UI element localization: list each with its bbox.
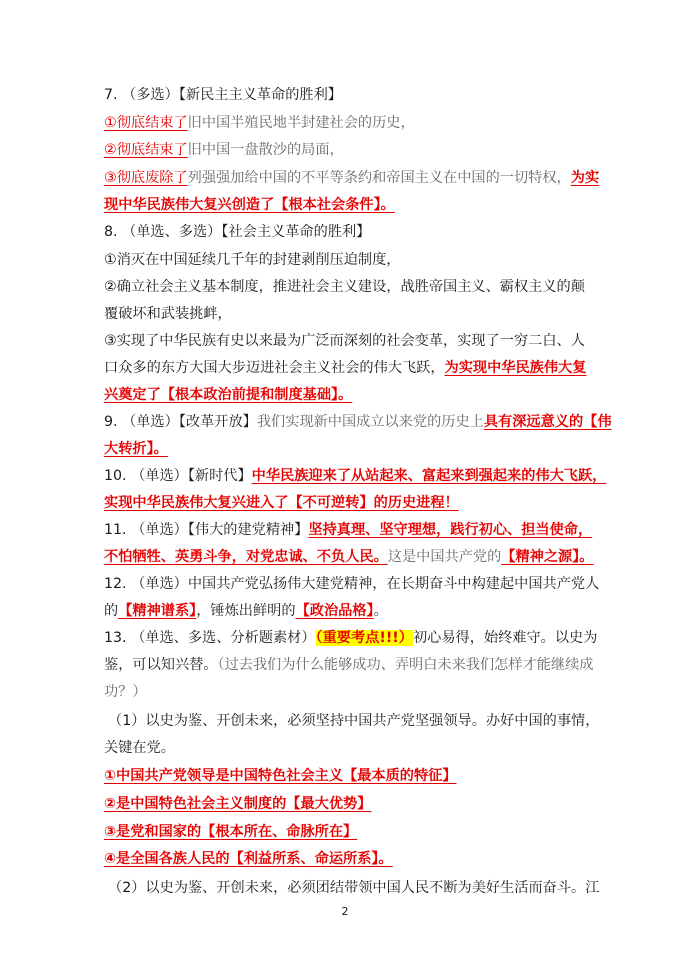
- q8-heading: [104, 222, 594, 242]
- q13-line-3-note: 功？）: [104, 684, 147, 700]
- q8-line-4: [104, 331, 594, 351]
- q13-heading-text: 13. （单选、多选、分析题素材）: [104, 630, 316, 646]
- q7-line-1: [104, 113, 594, 133]
- q13-sub1-line-1: [108, 711, 598, 731]
- q12-line-2-text-b: ，锤炼出鲜明的: [196, 603, 296, 619]
- q12-line-2-text-c: 。: [373, 603, 388, 619]
- q13-key-point-highlight: （重要考点!!!）: [315, 630, 413, 646]
- q8-heading-text: 8. （单选、多选）【社会主义革命的胜利】: [104, 224, 371, 240]
- q11-line-2-emphasis: 不怕牺牲、英勇斗争，对党忠诚、不负人民。: [104, 549, 388, 565]
- q7-line-4-text: 现中华民族伟大复兴创造了【根本社会条件】。: [104, 197, 395, 213]
- q7-line-3-text: 列强强加给中国的不平等条约和帝国主义在中国的一切特权，: [187, 170, 571, 186]
- q8-line-5-emphasis: 为实现中华民族伟大复: [444, 360, 587, 376]
- page-number: 2: [341, 905, 349, 918]
- q13-sub2-line-1: [108, 878, 598, 898]
- q13-point-4-text: ④是全国各族人民的【利益所系、命运所系】。: [104, 851, 393, 867]
- q8-line-2: [104, 277, 594, 297]
- q13-point-2: [104, 794, 594, 814]
- q13-sub1-line-2: [104, 738, 594, 758]
- q13-point-4: [104, 849, 594, 869]
- q7-line-2-text: 旧中国一盘散沙的局面，: [187, 142, 344, 158]
- q13-line-3: [104, 682, 594, 702]
- q12-line-2-text-a: 的: [104, 603, 119, 619]
- q13-sub2-text: （2）以史为鉴、开创未来，必须团结带领中国人民不断为美好生活而奋斗。江: [108, 880, 600, 896]
- q13-line-1-text: 初心易得，始终难守。以史为: [412, 630, 598, 646]
- q9-heading-text: 9. （单选）【改革开放】: [104, 414, 257, 430]
- q8-line-6-text: 兴奠定了【根本政治前提和制度基础】。: [104, 387, 353, 403]
- q12-line-2: [104, 601, 594, 621]
- q12-line-2-emphasis-a: 【精神谱系】: [118, 603, 197, 619]
- q13-point-1: [104, 766, 594, 786]
- q8-line-2-text: ②确立社会主义基本制度，推进社会主义建设，战胜帝国主义、霸权主义的颠: [104, 279, 585, 295]
- q9-line-1-emphasis: 具有深远意义的【伟: [483, 414, 612, 430]
- q8-line-5-text: 口众多的东方大国大步迈进社会主义社会的伟大飞跃，: [104, 360, 445, 376]
- q10-heading-text: 10. （单选）【新时代】: [104, 468, 252, 484]
- q7-line-2: [104, 140, 594, 160]
- q8-line-4-text: ③实现了中华民族有史以来最为广泛而深刻的社会变革，实现了一穷二白、人: [104, 333, 585, 349]
- q7-line-4: [104, 195, 594, 215]
- q7-line-3: [104, 168, 600, 188]
- q13-sub1-text-2: 关键在党。: [104, 740, 175, 756]
- q11-line-1: [104, 520, 594, 540]
- q13-line-2-note: （过去我们为什么能够成功、弄明白未来我们怎样才能继续成: [217, 657, 594, 673]
- q7-heading: [104, 85, 594, 105]
- q12-line-2-emphasis-b: 【政治品格】: [295, 603, 374, 619]
- q8-line-1-text: ①消灭在中国延续几千年的封建剥削压迫制度，: [104, 252, 401, 268]
- q10-line-1: [104, 466, 607, 486]
- q13-line-2-text: 鉴，可以知兴替。: [104, 657, 218, 673]
- q13-point-3: [104, 822, 594, 842]
- q7-line-2-emphasis: ②彻底结束了: [104, 142, 188, 158]
- q13-point-3-text: ③是党和国家的【根本所在、命脉所在】: [104, 824, 358, 840]
- q13-sub1-text: （1）以史为鉴、开创未来，必须坚持中国共产党坚强领导。办好中国的事情，: [108, 713, 600, 729]
- q7-line-3-tail: 为实: [570, 170, 600, 186]
- q11-line-2-text: 这是中国共产党的: [387, 549, 502, 565]
- q7-line-1-emphasis: ①彻底结束了: [104, 115, 188, 131]
- q13-line-1: [104, 628, 598, 648]
- q11-line-2-tail: 【精神之源】。: [501, 549, 594, 565]
- q8-line-1: [104, 250, 594, 270]
- q12-line-1-text: 12. （单选）中国共产党弘扬伟大建党精神，在长期奋斗中构建起中国共产党人: [104, 576, 600, 592]
- q8-line-3: [104, 304, 594, 324]
- q8-line-6: [104, 385, 594, 405]
- q9-line-1: [104, 412, 612, 432]
- q7-line-1-text: 旧中国半殖民地半封建社会的历史，: [187, 115, 415, 131]
- q9-line-2: [104, 439, 594, 459]
- q13-line-2: [104, 655, 594, 675]
- q11-line-2: [104, 547, 594, 567]
- q13-point-2-text: ②是中国特色社会主义制度的【最大优势】: [104, 796, 372, 812]
- q11-line-1-emphasis: 坚持真理、坚守理想，践行初心、担当使命，: [308, 522, 593, 538]
- q7-heading-text: 7. （多选）【新民主主义革命的胜利】: [104, 87, 342, 103]
- q10-line-1-emphasis: 中华民族迎来了从站起来、富起来到强起来的伟大飞跃，: [251, 468, 607, 484]
- q12-line-1: [104, 574, 600, 594]
- q8-line-3-text: 覆破坏和武装挑衅，: [104, 306, 232, 322]
- q10-line-2-text: 实现中华民族伟大复兴进入了【不可逆转】的历史进程！: [104, 495, 459, 511]
- q9-line-1-text: 我们实现新中国成立以来党的历史上: [256, 414, 484, 430]
- q8-line-5: [104, 358, 594, 378]
- q10-line-2: [104, 493, 594, 513]
- q9-line-2-text: 大转折】。: [104, 441, 168, 457]
- q13-point-1-text: ①中国共产党领导是中国特色社会主义【最本质的特征】: [104, 768, 457, 784]
- q7-line-3-emphasis: ③彻底废除了: [104, 170, 188, 186]
- q11-heading-text: 11. （单选）【伟大的建党精神】: [104, 522, 309, 538]
